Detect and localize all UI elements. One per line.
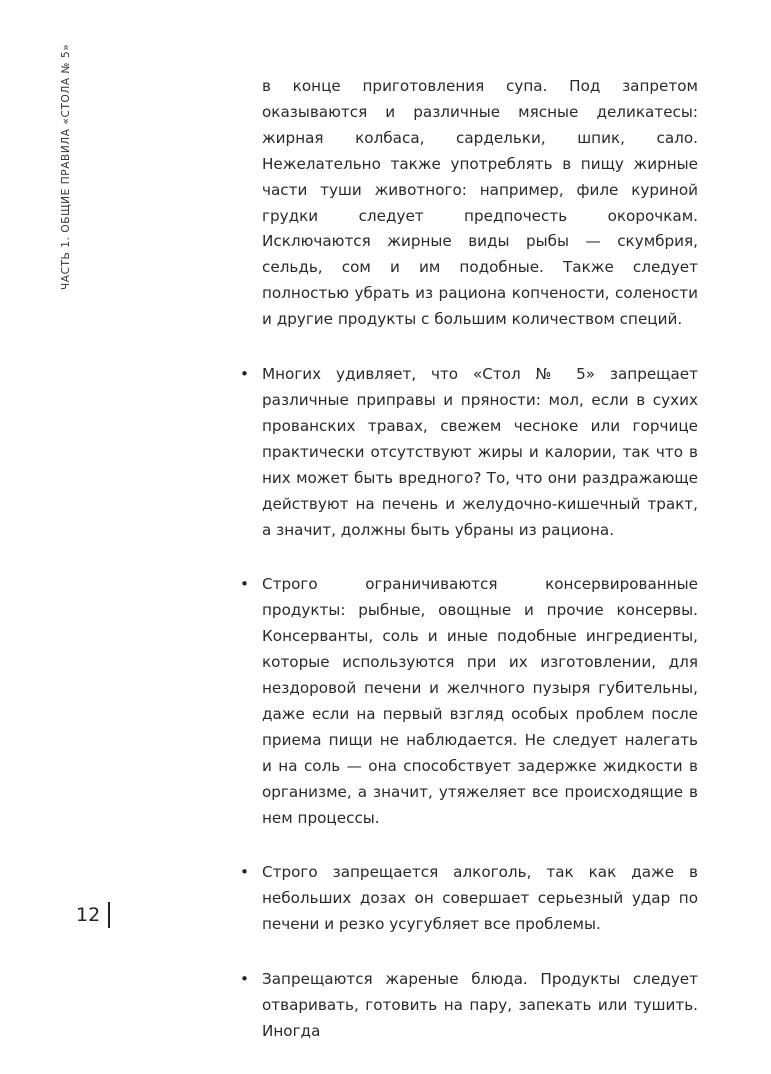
page-footer [76,900,110,930]
list-item [240,860,698,938]
body-text [240,74,698,1074]
bullet-icon: • [240,575,249,594]
running-head: ЧАСТЬ 1. ОБЩИЕ ПРАВИЛА «СТОЛА № 5» [60,43,72,290]
list-item [240,362,698,543]
bullet-icon: • [240,863,249,882]
page-number: 12 [76,904,101,926]
bullet-icon: • [240,365,249,384]
list-item-text: Запрещаются жареные блюда. Продукты следует отваривать, готовить на пару, запекать или тушить. Иногда [262,970,698,1040]
list-item [240,572,698,831]
list-item-text: Строго ограничиваются консервированные продукты: рыбные, овощные и прочие консервы. Консерванты, соль и иные подобные ингредиенты, которые используются при их изготовлении, для нездоровой печени и желчного пузыря губительны, даже если на первый взгляд особых проблем после приема пищи не наблюдается. Не следует налегать и на соль — она способствует задержке жидкости в организме, а значит, утяжеляет все происходящие в нем процессы. [262,575,698,827]
list-item [240,967,698,1045]
list-item-text: Многих удивляет, что «Стол № 5» запрещает различные приправы и пряности: мол, если в сухих прованских травах, свежем чесноке или горчице практически отсутствуют жиры и калории, так что в них может быть вредного? То, что они раздражающе действуют на печень и желудочно-кишечный тракт, а значит, должны быть убраны из рациона. [262,365,698,539]
intro-paragraph: в конце приготовления супа. Под запретом оказываются и различные мясные деликатесы: жирная колбаса, сардельки, шпик, сало. Нежелательно также употреблять в пищу жирные части туши животного: например, филе куриной грудки следует предпочесть окорочкам. Исключаются жирные виды рыбы — скумбрия, сельдь, сом и им подобные. Также следует полностью убрать из рациона копчености, солености и другие продукты с большим количеством специй. [262,77,698,329]
page-divider [108,902,110,928]
list-item-text: Строго запрещается алкоголь, так как даже в небольших дозах он совершает серьезный удар по печени и резко усугубляет все проблемы. [262,863,698,934]
bullet-icon: • [240,970,249,989]
